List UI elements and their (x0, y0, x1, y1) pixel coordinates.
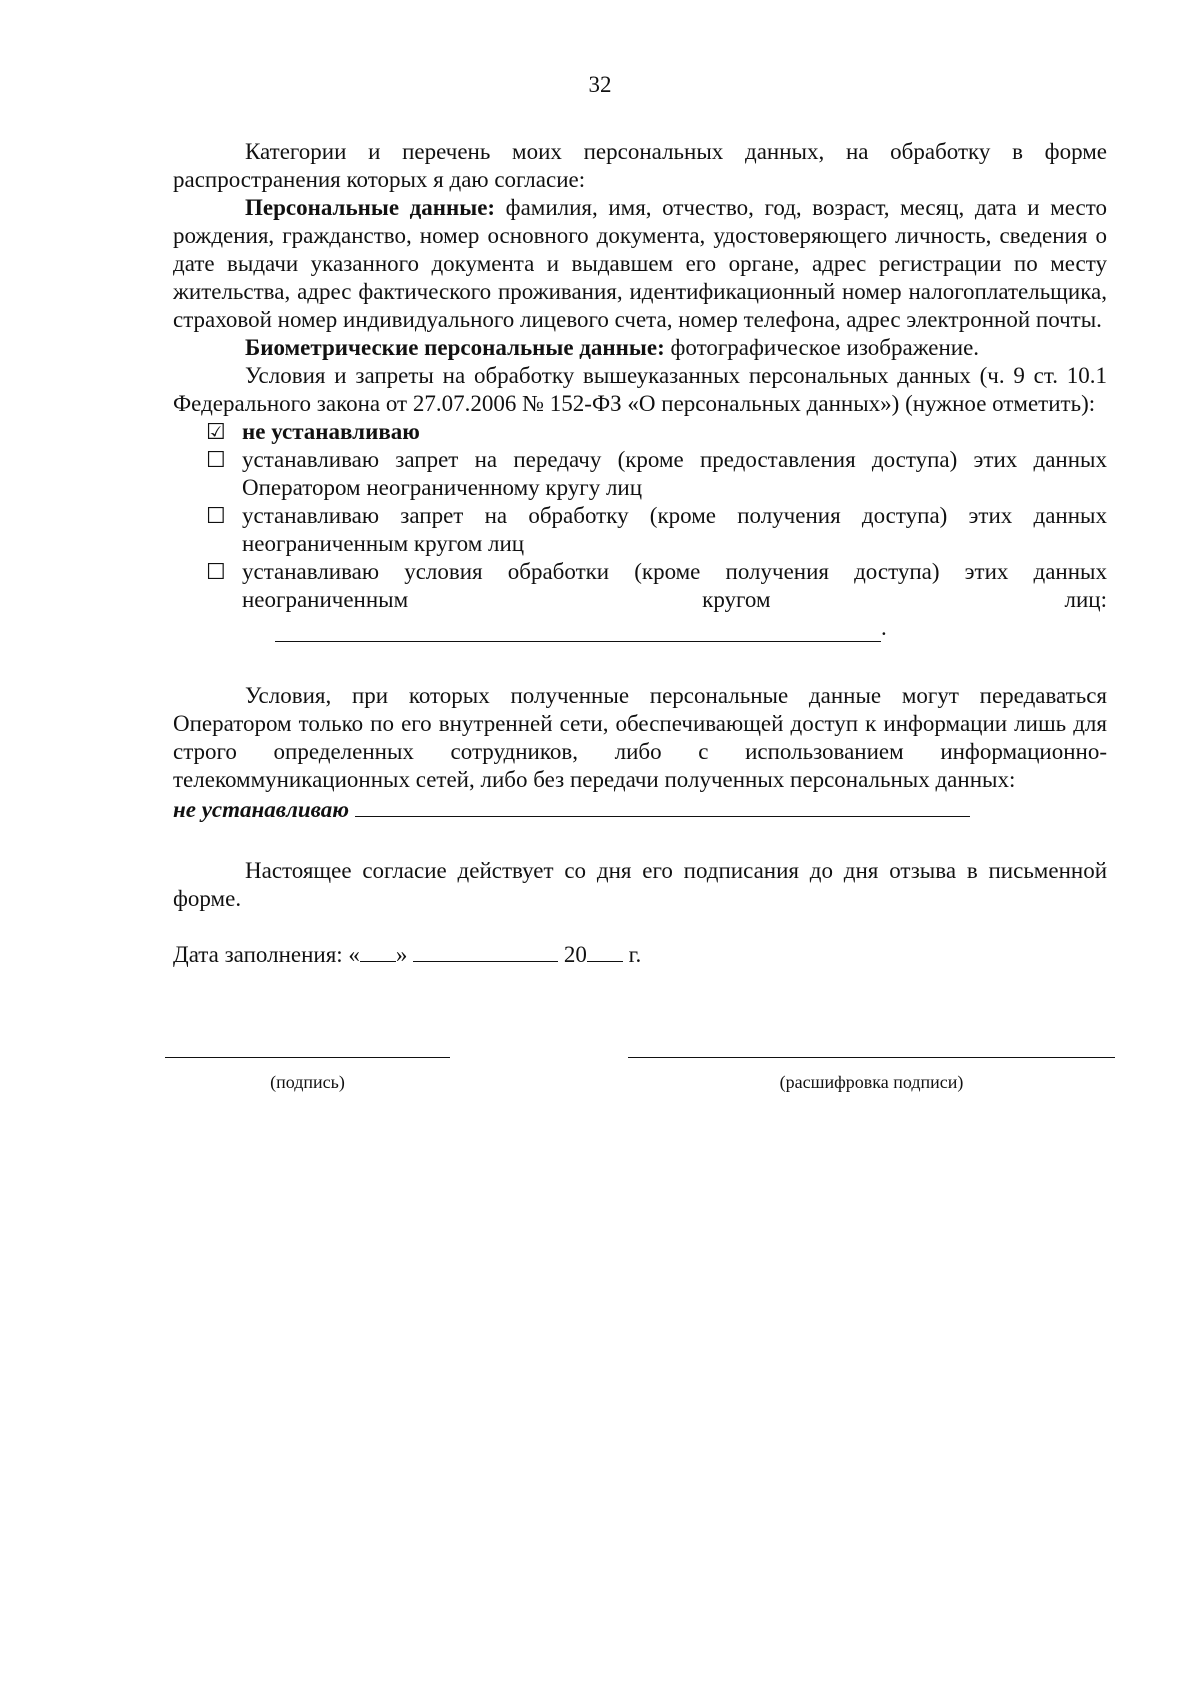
checkbox-empty-icon[interactable]: ☐ (206, 447, 226, 472)
transfer-conditions-paragraph: Условия, при которых полученные персональные данные могут передаваться Оператором только по его внутренней сети, обеспечивающей доступ к информации лишь для строго определенных сотрудников, либо с использованием информационно-телекоммуникационных сетей, либо без передачи полученных персональных данных: (173, 683, 1107, 792)
checkbox-checked-icon[interactable]: ☑ (206, 419, 226, 444)
option-label: устанавливаю запрет на передачу (кроме предоставления доступа) этих данных Оператором неограниченному кругу лиц (242, 447, 1107, 500)
validity-paragraph: Настоящее согласие действует со дня его подписания до дня отзыва в письменной форме. (173, 858, 1107, 911)
conditions-options (206, 418, 1107, 642)
personal-data-text: фамилия, имя, отчество, год, возраст, месяц, дата и место рождения, гражданство, номер основного документа, удостоверяющего личность, сведения о дате выдачи указанного документа и выдавшем его органе, адрес регистрации по месту жительства, адрес фактического проживания, идентификационный номер налогоплательщика, страховой номер индивидуального лицевого счета, номер телефона, адрес электронной почты. (173, 195, 1107, 332)
year-suffix: г. (622, 942, 642, 967)
signature-field[interactable] (165, 1057, 450, 1058)
personal-data-label: Персональные данные: (245, 195, 496, 220)
conditions-intro-paragraph: Условия и запреты на обработку вышеуказанных персональных данных (ч. 9 ст. 10.1 Федерального закона от 27.07.2006 № 152-ФЗ «О персональных данных») (нужное отметить): (173, 363, 1107, 416)
biometric-data-label: Биометрические персональные данные: (245, 335, 665, 360)
date-line (173, 941, 1107, 969)
spacer (173, 642, 1107, 682)
option-label: устанавливаю запрет на обработку (кроме получения доступа) этих данных неограниченным кругом лиц (242, 503, 1107, 556)
option-not-set[interactable] (206, 418, 1107, 446)
spacer (173, 913, 1107, 941)
document-body (173, 138, 1107, 969)
transfer-answer: не устанавливаю (173, 797, 350, 822)
biometric-data-paragraph (173, 334, 1107, 362)
option-label: не устанавливаю (242, 419, 420, 444)
intro-paragraph: Категории и перечень моих персональных данных, на обработку в форме распространения которых я даю согласие: (173, 139, 1107, 192)
day-field[interactable] (360, 941, 396, 962)
conditions-fill-field[interactable] (275, 619, 881, 642)
spacer (173, 824, 1107, 857)
signature-label: (подпись) (270, 1072, 345, 1092)
conditions-blank-line[interactable] (275, 614, 1107, 642)
date-close-quote: » (395, 942, 408, 967)
signature-decoding-field[interactable] (628, 1057, 1115, 1058)
blank-end-dot: . (881, 615, 887, 640)
transfer-fill-field[interactable] (355, 794, 970, 817)
option-label: устанавливаю условия обработки (кроме получения доступа) этих данных неограниченным кругом лиц: (242, 559, 1107, 612)
date-label: Дата заполнения: « (173, 942, 360, 967)
personal-data-paragraph (173, 194, 1107, 334)
month-field[interactable] (413, 941, 558, 962)
transfer-answer-line (173, 794, 1107, 824)
checkbox-empty-icon[interactable]: ☐ (206, 559, 226, 584)
signature-decoding-label: (расшифровка подписи) (779, 1072, 964, 1092)
biometric-data-text: фотографическое изображение. (664, 335, 980, 360)
option-processing-ban[interactable] (206, 502, 1107, 558)
checkbox-empty-icon[interactable]: ☐ (206, 503, 226, 528)
year-field[interactable] (587, 941, 623, 962)
year-prefix: 20 (563, 942, 587, 967)
option-transfer-ban[interactable] (206, 446, 1107, 502)
page-number: 32 (588, 72, 612, 97)
option-processing-conditions[interactable] (206, 558, 1107, 614)
